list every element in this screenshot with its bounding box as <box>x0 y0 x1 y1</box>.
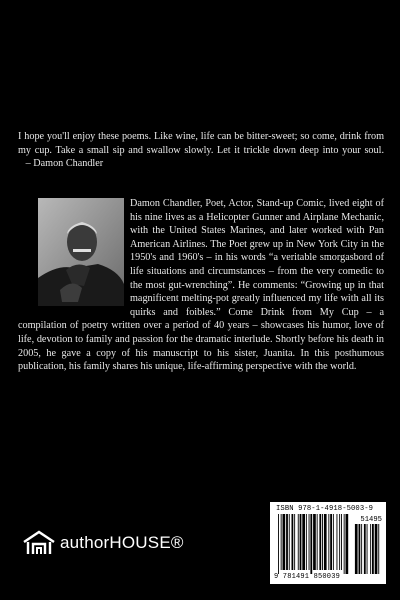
barcode-digits: 9 781491 850039 <box>274 573 341 581</box>
barcode-bar <box>328 514 329 570</box>
barcode-bar <box>339 514 340 570</box>
intro-quote <box>18 130 384 171</box>
addon-bar <box>370 524 371 574</box>
barcode-bar <box>281 514 282 570</box>
photo-spacer <box>18 197 130 318</box>
addon-bar <box>378 524 379 574</box>
barcode-bar <box>292 514 294 570</box>
barcode-bar <box>333 514 334 570</box>
barcode-bar <box>344 514 345 574</box>
addon-bar <box>367 524 368 574</box>
barcode-bar <box>346 514 349 574</box>
barcode-bar <box>324 514 327 570</box>
barcode-bar <box>310 514 312 574</box>
addon-bar <box>359 524 361 574</box>
intro-text: I hope you'll enjoy these poems. Like wine, life can be bitter-sweet; so come, drink from my cup. Take a small sip and swallow slowly. Let it trickle down deep into your soul. <box>18 131 384 156</box>
barcode-bar <box>298 514 299 570</box>
barcode-bar <box>302 514 305 570</box>
barcode-bar <box>341 514 342 570</box>
barcode-bar <box>313 514 316 570</box>
barcode-bar <box>317 514 318 570</box>
barcode-bar <box>309 514 310 570</box>
barcode-bar <box>294 514 295 570</box>
barcode-bar <box>300 514 302 570</box>
author-bio <box>18 197 384 374</box>
publisher-name: authorHOUSE® <box>60 533 184 552</box>
barcode-bar <box>337 514 338 570</box>
barcode-bar <box>283 514 286 570</box>
barcode-bar <box>322 514 323 570</box>
addon-bar <box>375 524 378 574</box>
intro-attribution: – Damon Chandler <box>25 158 104 170</box>
publisher-logo <box>22 530 184 556</box>
addon-bar <box>361 524 362 574</box>
barcode-bars <box>276 514 382 574</box>
addon-bar <box>372 524 374 574</box>
barcode-bar <box>306 514 307 570</box>
barcode-bar <box>289 514 290 570</box>
bio-text: Damon Chandler, Poet, Actor, Stand-up Comic, lived eight of his nine lives as a Helicopter Gunner and Airplane Mechanic, with the United States Marines, and later worked with Pan American Airlines. The Poet grew up in New York City in the 1950's and 1960's – in his words “a veritable smorgasbord of life situations and circumstances – from the very comedic to the most gut-wrenching”. He comments: “Growing up in that magnificent melting-pot greatly influenced my life with all its quirks and foibles.” Come Drink from My Cup – a compilation of poetry written over a period of 40 years – showcases his humor, love of life, devotion to family and passion for the dramatic interlude. Shortly before his death in 2005, he gave a copy of his manuscript to his sister, Juanita. In this posthumous publication, his family shares his unique, life-affirming perspective with the world. <box>18 198 384 373</box>
isbn-number: ISBN 978-1-4918-5003-9 <box>276 505 374 513</box>
barcode-bar <box>319 514 321 570</box>
price-code: 51495 <box>360 516 382 524</box>
isbn-barcode <box>270 502 386 584</box>
barcode-bar <box>286 514 288 570</box>
house-icon <box>22 530 56 556</box>
addon-bar <box>364 524 366 574</box>
barcode-bar <box>330 514 332 570</box>
barcode-bar <box>278 514 279 574</box>
addon-bar <box>355 524 358 574</box>
